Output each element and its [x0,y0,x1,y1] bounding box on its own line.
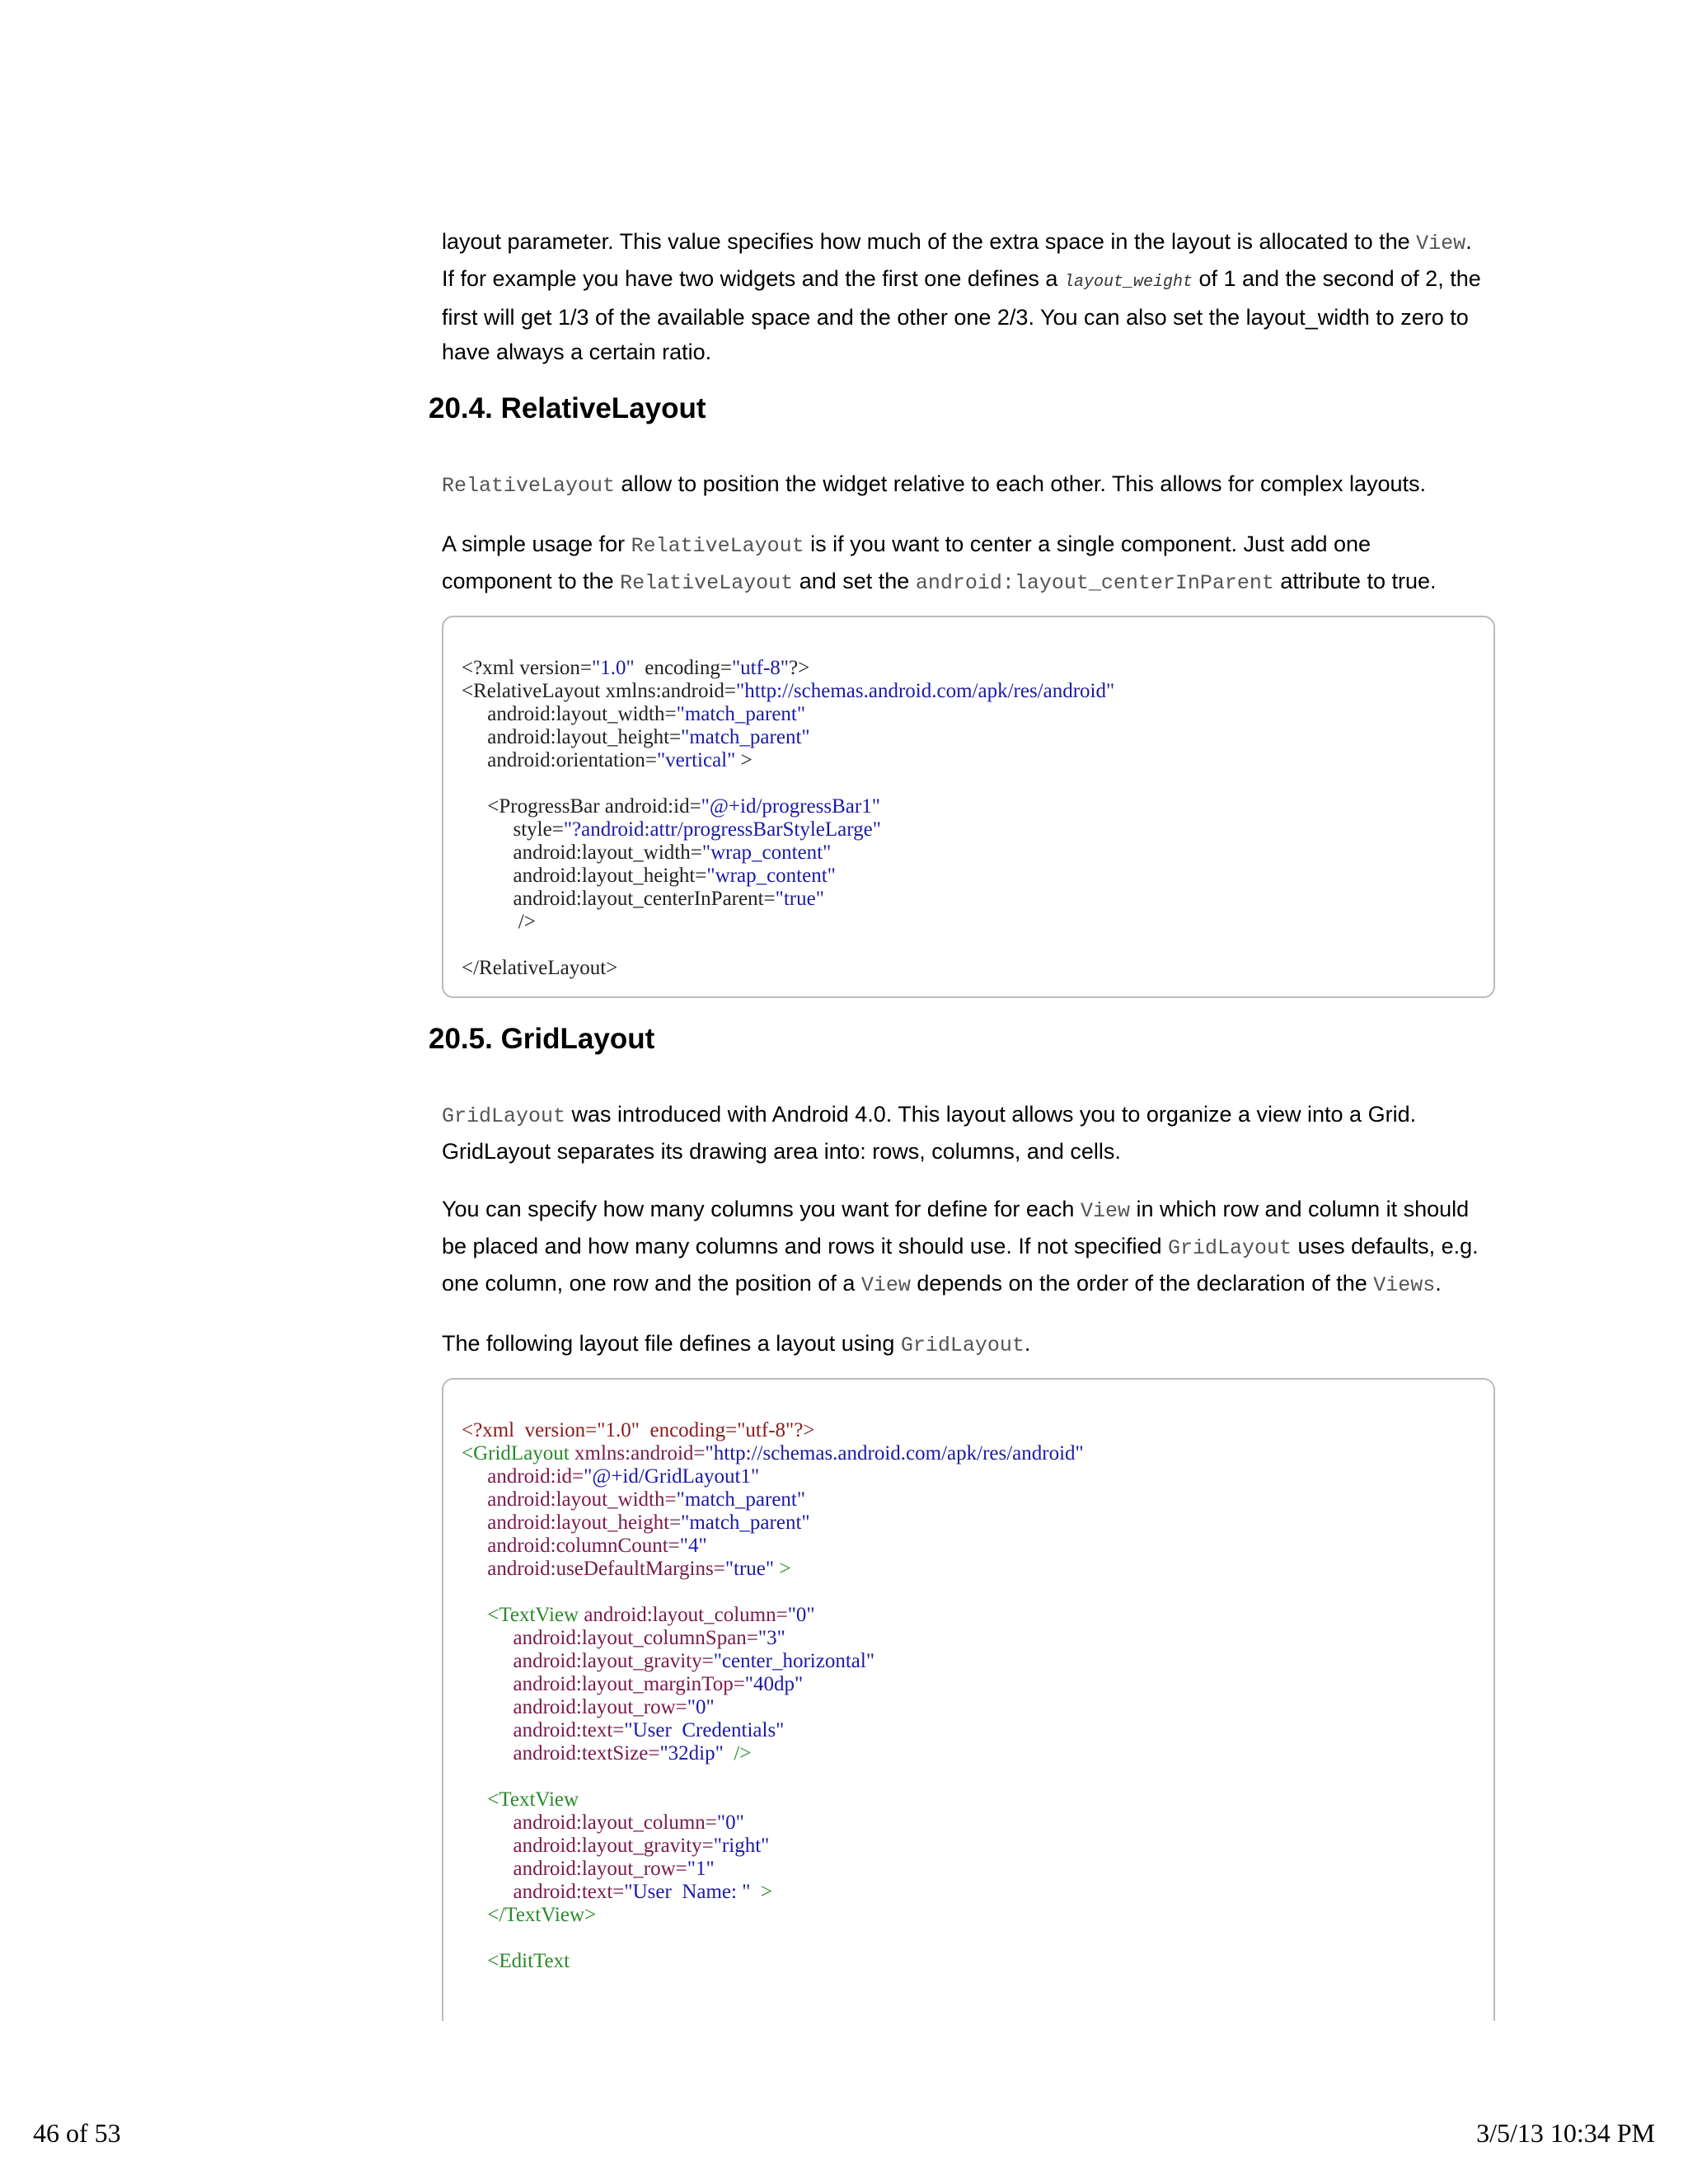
text: The following layout file defines a layout using [442,1331,901,1356]
relativelayout-paragraph-2 [442,527,1487,601]
inline-code: Views [1373,1273,1436,1297]
code-line [462,1488,1493,1511]
code-token: android:layout_row= [462,1858,687,1880]
relativelayout-paragraph-1 [442,466,1487,504]
code-token: </TextView> [462,1904,597,1926]
code-token: android:layout_height= [462,865,707,887]
code-token: android:id= [462,1465,584,1488]
code-line [462,1604,1493,1627]
text: is if you want to center a single component. Just add one component to the [442,532,1372,593]
code-block-relativelayout [442,616,1495,998]
code-token: <?xml version= [462,657,593,679]
code-line [462,1811,1493,1835]
code-line [462,1765,1493,1788]
code-token: android:layout_row= [462,1696,687,1718]
code-token: android:layout_gravity= [462,1650,714,1672]
code-token: android:layout_centerInParent= [462,888,776,910]
code-token: "@+id/progressBar1" [701,795,880,818]
code-token: android:layout_width= [462,841,702,864]
code-line [462,1788,1493,1811]
code-line [462,1835,1493,1858]
code-line [462,1650,1493,1673]
code-token: android:layout_height= [462,1511,682,1534]
code-token: <TextView [462,1604,584,1626]
code-token: "center_horizontal" [713,1650,875,1672]
inline-code: GridLayout [900,1333,1025,1357]
inline-code: RelativeLayout [620,571,794,595]
code-token: /> [462,911,536,933]
code-token: <ProgressBar android:id= [462,795,701,818]
code-line [462,1627,1493,1650]
code-token: android:layout_marginTop= [462,1673,745,1695]
inline-code: View [1416,232,1466,255]
code-line [462,1696,1493,1719]
code-token: "1" [687,1858,715,1880]
inline-code: View [860,1273,911,1297]
code-token: "true" [724,1558,775,1580]
code-line [462,1881,1493,1904]
text: attribute to true. [1273,569,1437,593]
code-line [462,1511,1493,1535]
text: uses defaults, e.g. one column, one row and the position of a [442,1234,1479,1296]
code-token: "vertical" [656,749,736,771]
code-token: "match_parent" [676,1488,806,1511]
code-line [462,1465,1493,1488]
text: . If for example you have two widgets and the first one defines a [442,229,1472,291]
code-token: ?> [788,657,810,679]
code-line [462,726,1493,749]
code-line [462,1927,1493,1950]
code-token: > [735,749,753,771]
text: of 1 and the second of 2, the first will get 1/3 of the available space and the other one 2/3. You can also set the layout_width to zero to have always a certain ratio. [442,266,1481,364]
code-token: android:layout_width= [462,703,677,725]
code-token: "3" [757,1627,785,1649]
code-token: "40dp" [744,1673,804,1695]
code-token: "match_parent" [676,703,806,725]
code-token: android:layout_column= [584,1604,788,1626]
code-token: "1.0" [597,1419,640,1441]
section-heading-gridlayout: 20.5. GridLayout [429,1023,655,1055]
code-token: "1.0" [592,657,635,679]
code-token: android:columnCount= [462,1535,680,1557]
code-line [462,1858,1493,1881]
inline-code: RelativeLayout [631,534,804,558]
text: A simple usage for [442,532,631,556]
text: and set the [793,569,916,593]
code-line [462,795,1493,818]
code-line [462,1442,1493,1465]
code-token: "0" [687,1696,715,1718]
code-token: <GridLayout [462,1442,574,1465]
code-token: > [750,1881,773,1903]
code-token: encoding= [634,657,732,679]
code-line [462,680,1493,703]
code-line [462,1742,1493,1765]
code-token: "utf-8" [731,657,789,679]
code-token: xmlns:android= [574,1442,706,1465]
inline-code: android:layout_centerInParent [915,571,1274,595]
code-token: "@+id/GridLayout1" [584,1465,760,1488]
code-line [462,703,1493,726]
code-line [462,1673,1493,1696]
code-line [462,865,1493,888]
code-token: "utf-8" [737,1419,795,1441]
code-line [462,1719,1493,1742]
code-token: android:useDefaultMargins= [462,1558,725,1580]
code-token: android:layout_columnSpan= [462,1627,758,1649]
code-token: > [774,1558,791,1580]
code-line [462,957,1493,980]
code-token: ?> [794,1419,815,1441]
code-token: android:layout_gravity= [462,1835,714,1857]
code-line [462,1904,1493,1927]
code-line [462,911,1493,934]
text: in which row and column it should be placed and how many columns and rows it should use. If not specified [442,1197,1470,1258]
text: . [1435,1271,1442,1296]
inline-code: RelativeLayout [442,474,616,498]
code-line [462,749,1493,772]
page-content [429,224,1500,2046]
code-token: <EditText [462,1950,570,1972]
code-line [462,1581,1493,1604]
code-token: <TextView [462,1788,579,1811]
intro-paragraph [442,224,1487,369]
inline-code: layout_weight [1063,273,1193,292]
text: allow to position the widget relative to each other. This allows for complex layouts. [615,471,1427,496]
gridlayout-paragraph-2 [442,1192,1487,1303]
code-token: "wrap_content" [706,865,836,887]
code-token: "http://schemas.android.com/apk/res/android" [736,680,1115,702]
text: You can specify how many columns you want for define for each [442,1197,1081,1221]
code-token: <?xml version= [462,1419,598,1441]
text: depends on the order of the declaration of the [910,1271,1374,1296]
page-number: 46 of 53 [33,2118,121,2148]
code-line [462,1419,1493,1442]
code-token: "User Name: " [624,1881,751,1903]
code-line [462,888,1493,911]
code-token: </RelativeLayout> [462,957,618,979]
code-token: "match_parent" [681,726,810,748]
section-heading-relativelayout: 20.4. RelativeLayout [429,392,706,424]
code-line [462,657,1493,680]
code-token: "User Credentials" [624,1719,785,1741]
code-token: android:layout_height= [462,726,682,748]
code-token: android:text= [462,1881,625,1903]
code-token: encoding= [639,1419,738,1441]
code-token: style= [462,818,564,841]
code-token: android:layout_column= [462,1811,717,1834]
inline-code: View [1080,1199,1130,1223]
code-token: "http://schemas.android.com/apk/res/android" [705,1442,1084,1465]
gridlayout-paragraph-3 [442,1326,1487,1363]
code-token: "0" [716,1811,744,1834]
inline-code: GridLayout [1168,1236,1292,1260]
code-token: "0" [787,1604,815,1626]
inline-code: GridLayout [442,1104,566,1128]
code-token: android:textSize= [462,1742,660,1765]
code-line [462,934,1493,957]
code-block-gridlayout [442,1378,1495,2021]
code-token: "match_parent" [681,1511,810,1534]
code-token: "wrap_content" [701,841,832,864]
text: was introduced with Android 4.0. This layout allows you to organize a view into a Grid. GridLayout separates its drawing area into: rows, columns, and cells. [442,1102,1417,1164]
code-token: android:text= [462,1719,625,1741]
code-line [462,1950,1493,1973]
code-line [462,818,1493,841]
code-token: "32dip" [659,1742,724,1765]
code-token: /> [723,1742,752,1765]
code-token: "right" [713,1835,770,1857]
code-token: android:layout_width= [462,1488,677,1511]
code-token: "true" [775,888,824,910]
code-token: android:orientation= [462,749,657,771]
code-line [462,841,1493,865]
code-line [462,772,1493,795]
code-line [462,1535,1493,1558]
print-datetime: 3/5/13 10:34 PM [1476,2118,1655,2148]
text: . [1024,1331,1031,1356]
code-token: "?android:attr/progressBarStyleLarge" [563,818,881,841]
code-line [462,1558,1493,1581]
text: layout parameter. This value specifies how much of the extra space in the layout is allocated to the [442,229,1417,254]
code-token: <RelativeLayout xmlns:android= [462,680,736,702]
code-token: "4" [679,1535,707,1557]
gridlayout-paragraph-1 [442,1097,1487,1169]
